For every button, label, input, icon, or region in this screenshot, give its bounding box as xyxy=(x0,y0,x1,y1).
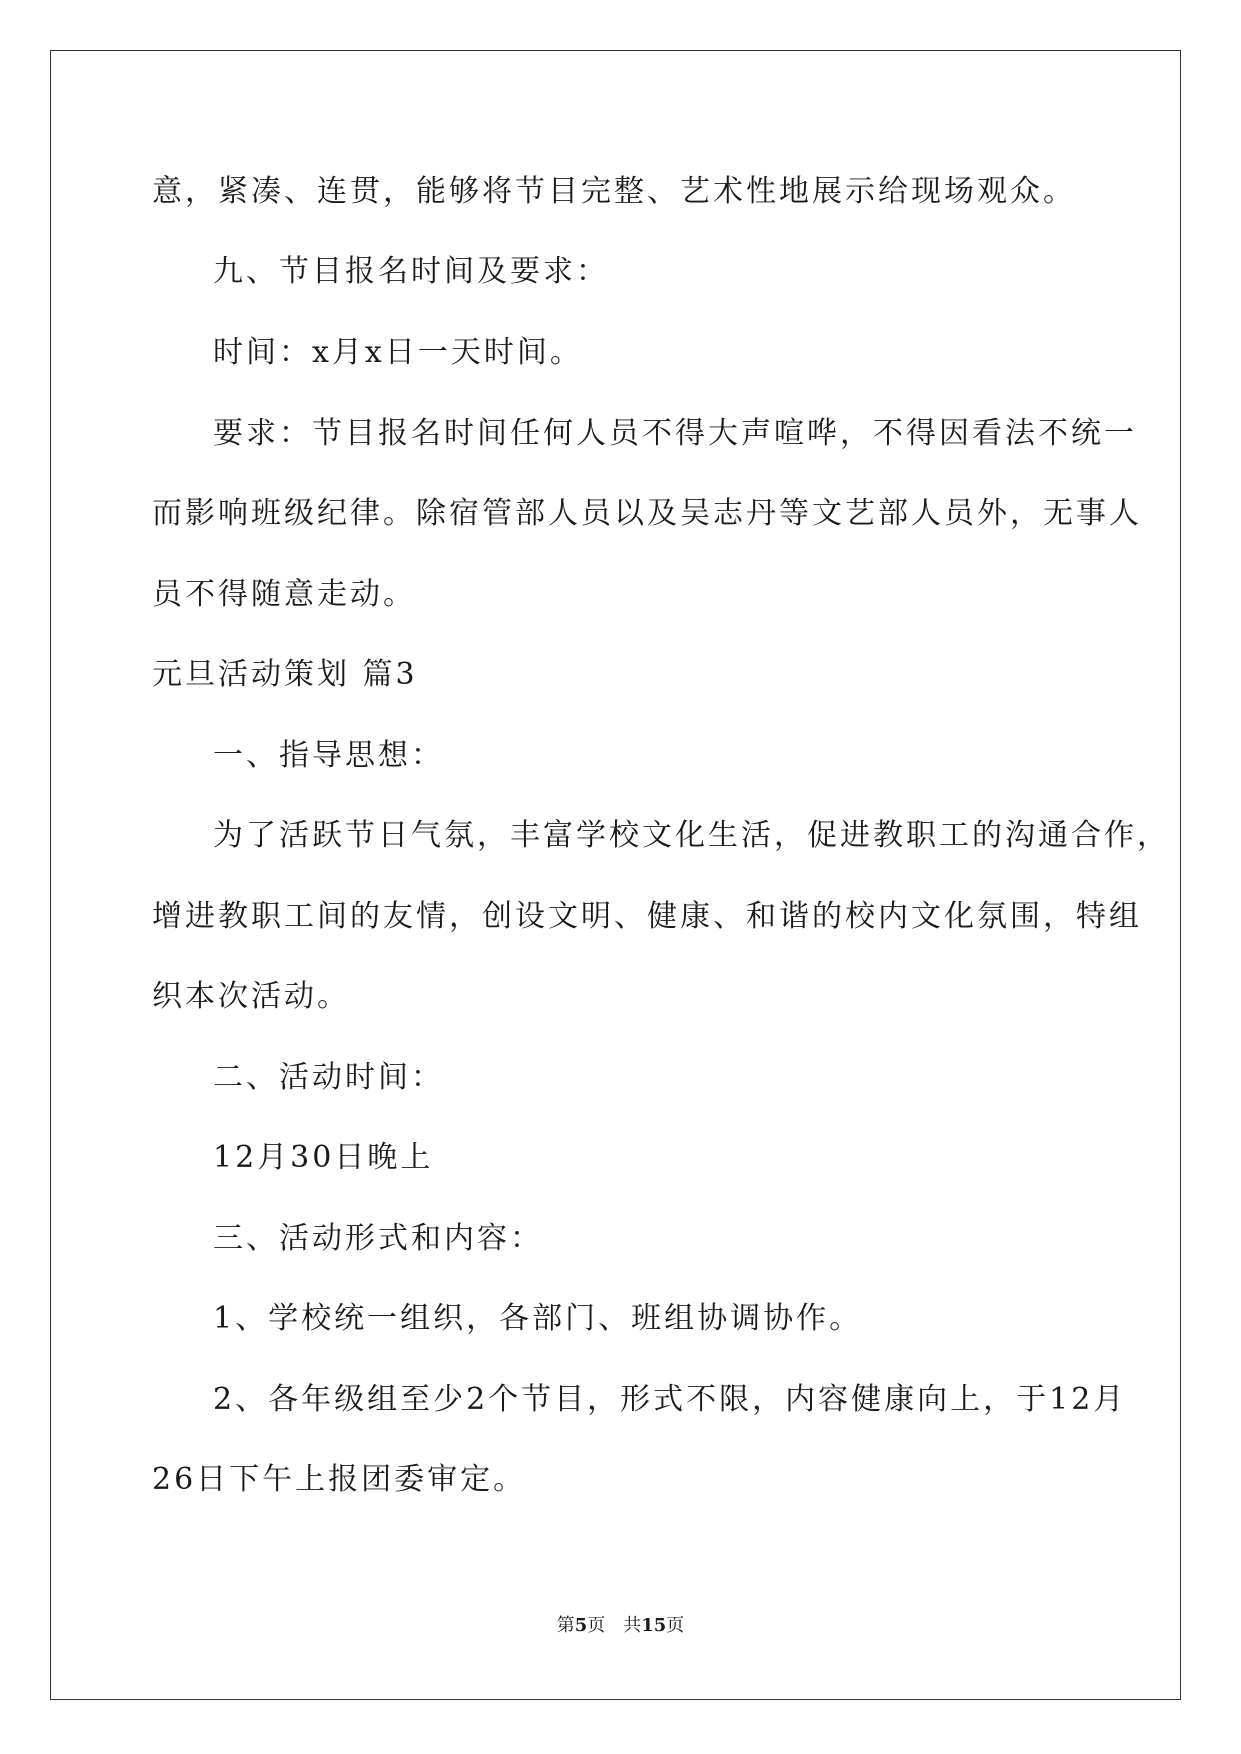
section-heading-9: 九、节目报名时间及要求： xyxy=(213,254,609,289)
body-line: 而影响班级纪律。除宿管部人员以及吴志丹等文艺部人员外，无事人 xyxy=(152,496,1142,531)
body-line: 织本次活动。 xyxy=(152,979,350,1014)
section-heading-3: 三、活动形式和内容： xyxy=(213,1221,543,1256)
body-line: 26日下午上报团委审定。 xyxy=(152,1462,527,1497)
page-suffix: 页 xyxy=(587,1615,606,1636)
body-line: 为了活跃节日气氛，丰富学校文化生活，促进教职工的沟通合作， xyxy=(213,818,1170,853)
list-item: 2、各年级组至少2个节目，形式不限，内容健康向上，于12月 xyxy=(213,1382,1127,1417)
section-heading-1: 一、指导思想： xyxy=(213,738,444,773)
body-line: 意，紧凑、连贯，能够将节目完整、艺术性地展示给现场观众。 xyxy=(152,174,1076,209)
body-line: 员不得随意走动。 xyxy=(152,577,416,612)
page-total: 15 xyxy=(641,1615,667,1636)
total-prefix: 共 xyxy=(623,1615,642,1636)
body-line: 增进教职工间的友情，创设文明、健康、和谐的校内文化氛围，特组 xyxy=(152,899,1142,934)
section-heading-2: 二、活动时间： xyxy=(213,1060,444,1095)
list-item: 1、学校统一组织，各部门、班组协调协作。 xyxy=(213,1301,863,1336)
body-line: 时间：x月x日一天时间。 xyxy=(213,335,583,370)
total-suffix: 页 xyxy=(666,1615,685,1636)
page-prefix: 第 xyxy=(556,1615,575,1636)
page-current: 5 xyxy=(574,1615,588,1636)
body-line: 12月30日晚上 xyxy=(213,1140,434,1175)
body-line: 要求：节目报名时间任何人员不得大声喧哗，不得因看法不统一 xyxy=(213,416,1137,451)
article-title: 元旦活动策划 篇3 xyxy=(152,657,418,692)
page-border xyxy=(50,50,1181,1700)
page-footer xyxy=(0,1614,1241,1638)
